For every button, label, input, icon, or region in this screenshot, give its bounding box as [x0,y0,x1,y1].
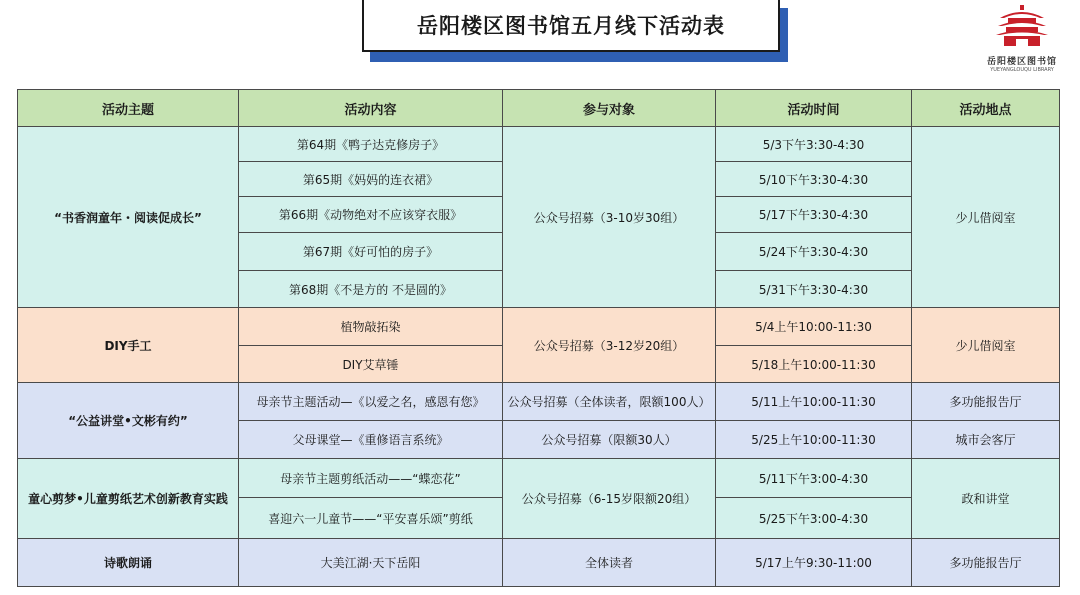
activity-theme: DIY手工 [18,308,239,383]
activity-time: 5/4上午10:00-11:30 [716,308,912,346]
activity-table [17,89,1060,587]
activity-audience: 公众号招募（3-10岁30组） [503,127,716,308]
table-row [18,539,1060,587]
activity-place: 政和讲堂 [912,459,1060,539]
table-row [18,127,1060,162]
activity-place: 多功能报告厅 [912,383,1060,421]
activity-audience: 全体读者 [503,539,716,587]
activity-content: 植物敲拓染 [239,308,503,346]
activity-content: DIY艾草锤 [239,346,503,383]
activity-content: 第68期《不是方的 不是圆的》 [239,271,503,308]
activity-theme: “公益讲堂•文彬有约” [18,383,239,459]
logo-name-en: YUEYANGLOUQU LIBRARY [990,67,1054,73]
activity-content: 第67期《好可怕的房子》 [239,233,503,271]
activity-time: 5/17下午3:30-4:30 [716,197,912,233]
header-audience: 参与对象 [503,90,716,127]
activity-content: 父母课堂—《重修语言系统》 [239,421,503,459]
activity-place: 多功能报告厅 [912,539,1060,587]
pavilion-icon [996,4,1048,52]
library-logo [974,4,1070,74]
activity-theme: 诗歌朗诵 [18,539,239,587]
activity-audience: 公众号招募（全体读者，限额100人） [503,383,716,421]
activity-time: 5/25上午10:00-11:30 [716,421,912,459]
activity-content: 大美江湖·天下岳阳 [239,539,503,587]
activity-place: 少儿借阅室 [912,127,1060,308]
activity-content: 第65期《妈妈的连衣裙》 [239,162,503,197]
header-content: 活动内容 [239,90,503,127]
activity-time: 5/11上午10:00-11:30 [716,383,912,421]
page-title: 岳阳楼区图书馆五月线下活动表 [362,0,780,52]
activity-content: 第66期《动物绝对不应该穿衣服》 [239,197,503,233]
header-theme: 活动主题 [18,90,239,127]
activity-audience: 公众号招募（3-12岁20组） [503,308,716,383]
logo-name-cn: 岳阳楼区图书馆 [986,57,1057,67]
activity-audience: 公众号招募（限额30人） [503,421,716,459]
activity-time: 5/3下午3:30-4:30 [716,127,912,162]
activity-time: 5/10下午3:30-4:30 [716,162,912,197]
activity-time: 5/31下午3:30-4:30 [716,271,912,308]
activity-audience: 公众号招募（6-15岁限额20组） [503,459,716,539]
activity-theme: 童心剪梦•儿童剪纸艺术创新教育实践 [18,459,239,539]
activity-time: 5/11下午3:00-4:30 [716,459,912,498]
activity-place: 少儿借阅室 [912,308,1060,383]
activity-content: 喜迎六一儿童节——“平安喜乐颂”剪纸 [239,498,503,539]
table-row [18,459,1060,498]
activity-time: 5/18上午10:00-11:30 [716,346,912,383]
table-row [18,383,1060,421]
activity-time: 5/25下午3:00-4:30 [716,498,912,539]
table-row [18,308,1060,346]
activity-content: 母亲节主题活动—《以爱之名，感恩有您》 [239,383,503,421]
title-banner [362,0,788,62]
activity-place: 城市会客厅 [912,421,1060,459]
header-time: 活动时间 [716,90,912,127]
activity-content: 母亲节主题剪纸活动——“蝶恋花” [239,459,503,498]
table-header-row [18,90,1060,127]
activity-time: 5/24下午3:30-4:30 [716,233,912,271]
activity-theme: “书香润童年・阅读促成长” [18,127,239,308]
activity-content: 第64期《鸭子达克修房子》 [239,127,503,162]
header-place: 活动地点 [912,90,1060,127]
activity-time: 5/17上午9:30-11:00 [716,539,912,587]
